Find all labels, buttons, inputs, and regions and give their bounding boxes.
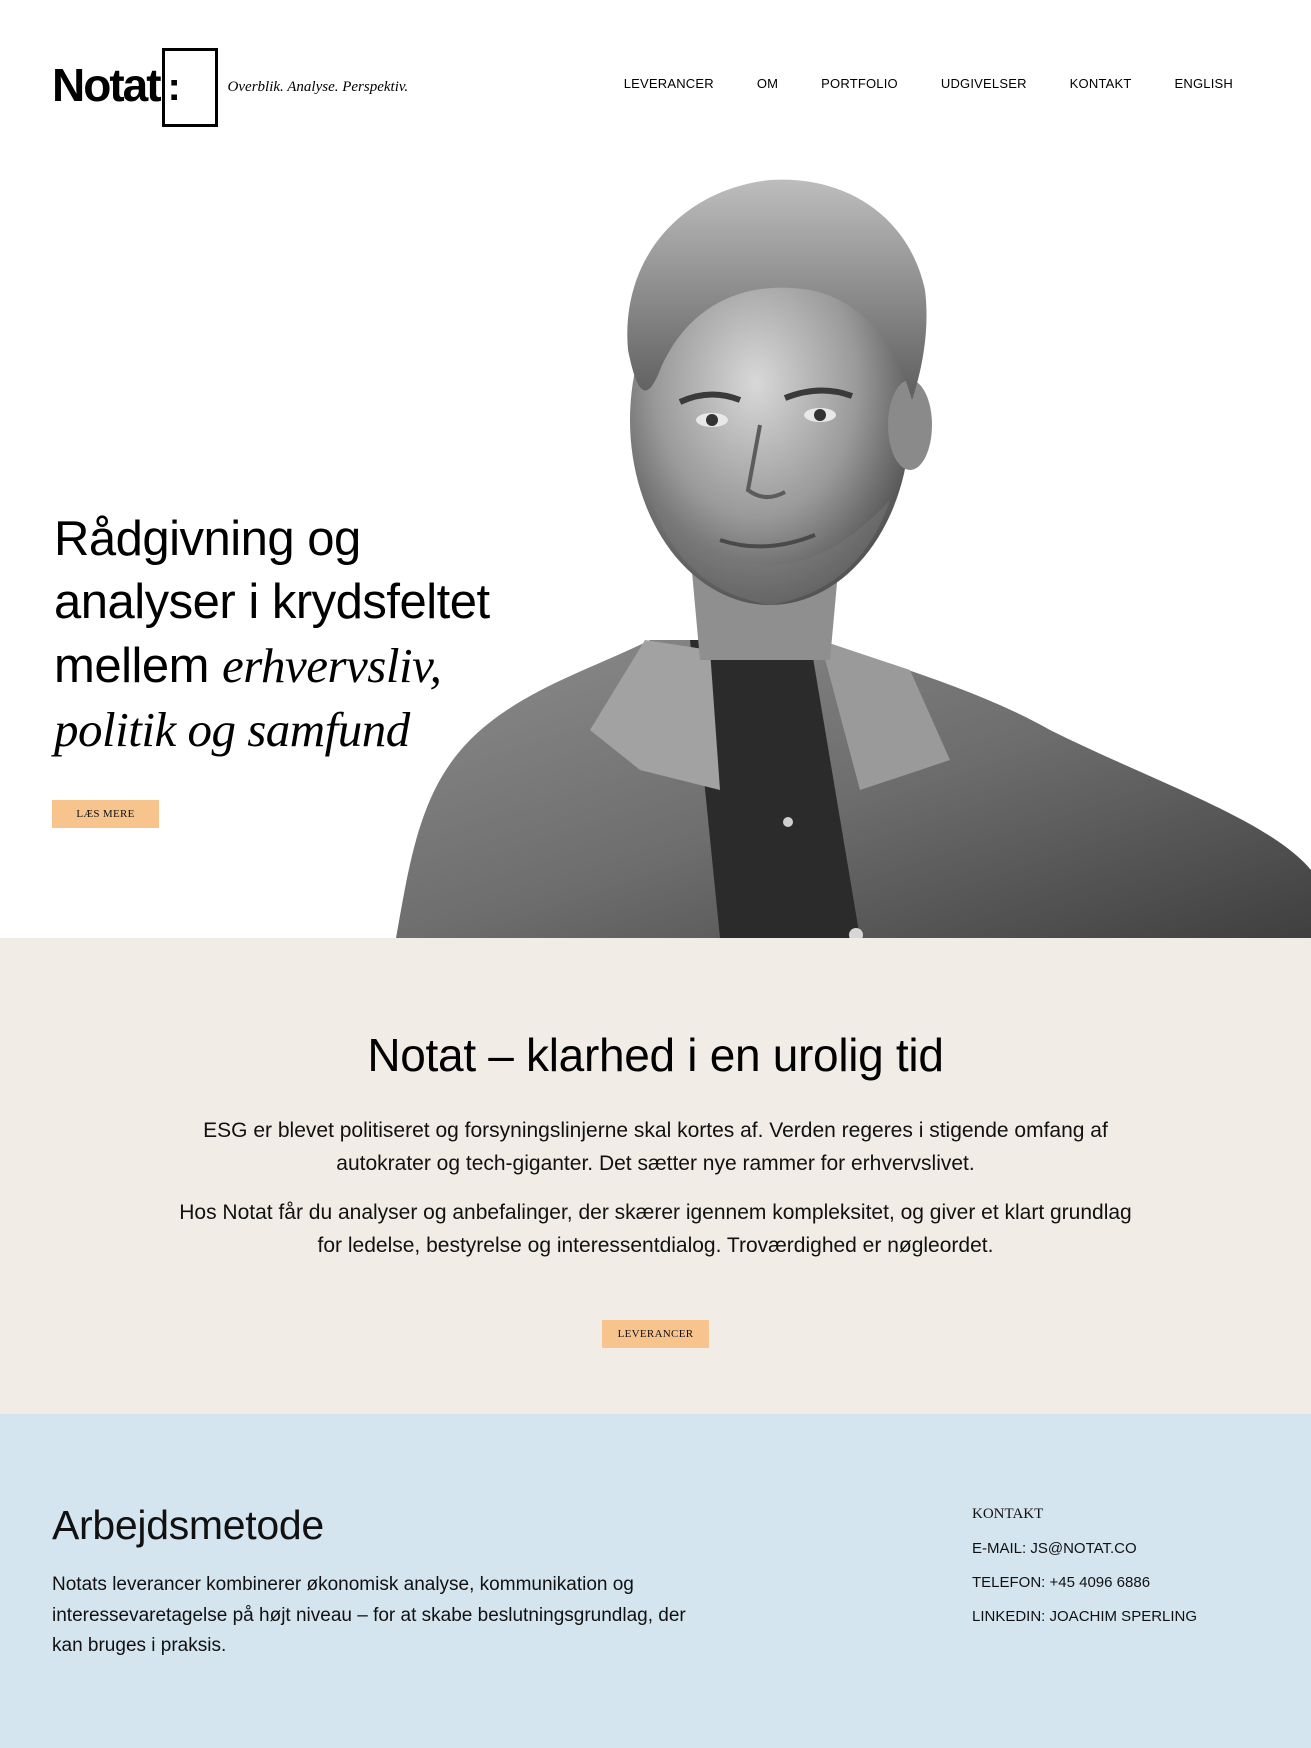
- intro-heading: Notat – klarhed i en urolig tid: [367, 1029, 944, 1081]
- contact-title: KONTAKT: [972, 1506, 1044, 1522]
- nav-item-portfolio[interactable]: PORTFOLIO: [821, 76, 898, 91]
- contact-email-link[interactable]: E-MAIL: JS@NOTAT.CO: [972, 1540, 1137, 1557]
- contact-phone-link[interactable]: TELEFON: +45 4096 6886: [972, 1574, 1151, 1591]
- hero-headline-line3-italic: erhvervsliv,: [222, 638, 442, 693]
- contact-block: [972, 1506, 1272, 1642]
- hero-headline-line2: analyser i krydsfeltet: [54, 575, 490, 629]
- logo-word: Notat: [52, 59, 160, 111]
- method-section: [0, 1414, 1311, 1748]
- hero-headline-line3: mellem: [54, 639, 223, 693]
- logo-box: [162, 48, 218, 127]
- intro-section: [0, 938, 1311, 1414]
- hero-headline: [54, 508, 574, 762]
- logo[interactable]: [52, 48, 408, 127]
- intro-paragraph-1: ESG er blevet politiseret og forsyningslinjerne skal kortes af. Verden regeres i stigende omfang af autokrater og tech-giganter. Det sætter nye rammer for erhvervslivet.: [203, 1119, 1108, 1175]
- main-nav: [581, 76, 1233, 91]
- method-heading: Arbejdsmetode: [52, 1502, 324, 1548]
- nav-item-english[interactable]: ENGLISH: [1174, 76, 1233, 91]
- contact-linkedin-link[interactable]: LINKEDIN: JOACHIM SPERLING: [972, 1608, 1198, 1625]
- hero-headline-line4-italic: politik og samfund: [54, 702, 410, 757]
- hero-headline-line1: Rådgivning og: [54, 512, 361, 566]
- intro-paragraph-2: Hos Notat får du analyser og anbefalinger, der skærer igennem kompleksitet, og giver et klart grundlag for ledelse, bestyrelse og interessentdialog. Troværdighed er nøgleordet.: [179, 1201, 1132, 1257]
- site-header: [0, 0, 1311, 170]
- method-text: Notats leverancer kombinerer økonomisk analyse, kommunikation og interessevaretagelse på højt niveau – for at skabe beslutningsgrundlag, der kan bruges i praksis.: [52, 1574, 686, 1656]
- nav-item-om[interactable]: OM: [756, 76, 779, 91]
- hero-section: [0, 170, 1311, 938]
- logo-tagline: Overblik. Analyse. Perspektiv.: [227, 79, 409, 95]
- logo-colon: :: [167, 65, 181, 109]
- nav-item-kontakt[interactable]: KONTAKT: [1069, 76, 1132, 91]
- nav-item-leverancer[interactable]: LEVERANCER: [623, 76, 714, 91]
- nav-item-udgivelser[interactable]: UDGIVELSER: [940, 76, 1027, 91]
- read-more-button[interactable]: LÆS MERE: [52, 800, 159, 828]
- leverancer-button[interactable]: LEVERANCER: [602, 1320, 709, 1348]
